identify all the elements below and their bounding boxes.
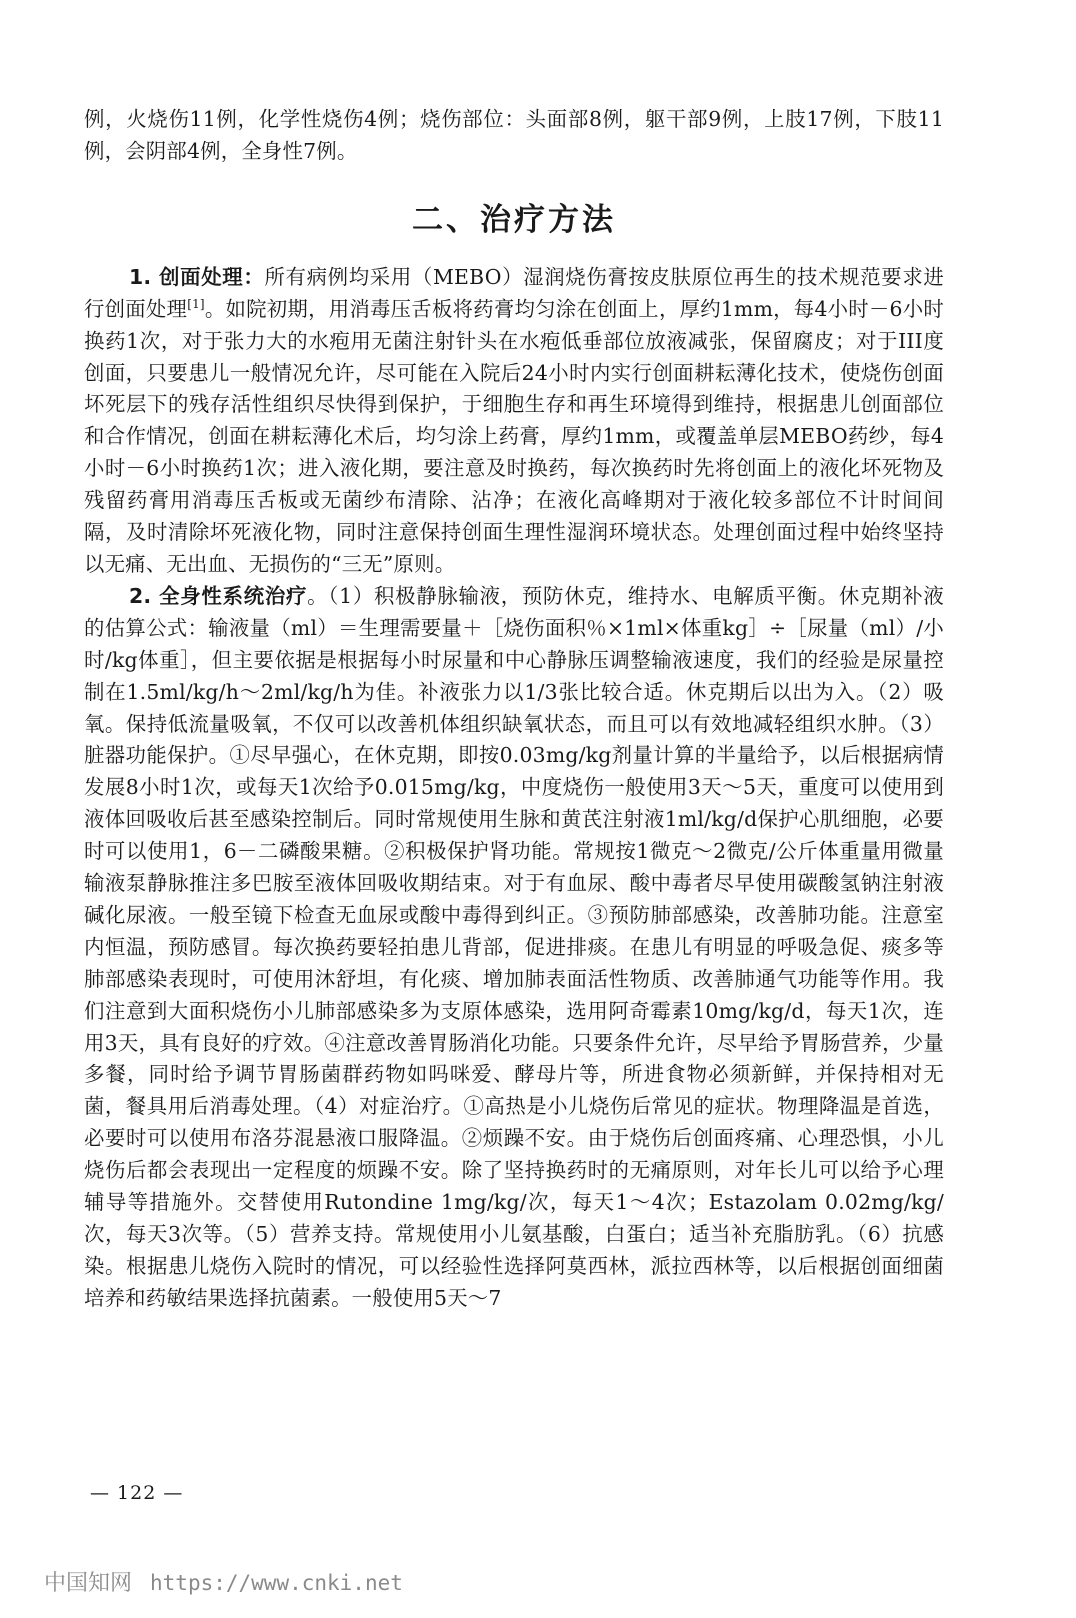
section-title: 二、治疗方法 [412,201,616,238]
systemic-treatment-label: 2. 全身性系统治疗 [129,583,308,608]
intro-paragraph: 例，火烧伤11例，化学性烧伤4例；烧伤部位：头面部8例，躯干部9例，上肢17例，下肢11例，会阴部4例，全身性7例。 [84,107,944,163]
wound-treatment-paragraph [84,262,944,581]
page-body [84,104,944,1315]
footer-url: https://www.cnki.net [150,1571,403,1595]
systemic-treatment-text: 。（1）积极静脉输液，预防休克，维持水、电解质平衡。休克期补液的估算公式：输液量（ml）＝生理需要量＋［烧伤面积％×1ml×体重kg］÷［尿量（ml）/小时/kg体重］，但主要依据是根据每小时尿量和中心静脉压调整输液速度，我们的经验是尿量控制在1.5ml/kg/h～2ml/kg/h为佳。补液张力以1/3张比较合适。休克期后以出为入。（2）吸氧。保持低流量吸氧，不仅可以改善机体组织缺氧状态，而且可以有效地减轻组织水肿。（3）脏器功能保护。①尽早强心，在休克期，即按0.03mg/kg剂量计算的半量给予，以后根据病情发展8小时1次，或每天1次给予0.015mg/kg，中度烧伤一般使用3天～5天，重度可以使用到液体回吸收后甚至感染控制后。同时常规使用生脉和黄芪注射液1ml/kg/d保护心肌细胞，必要时可以使用1，6－二磷酸果糖。②积极保护肾功能。常规按1微克～2微克/公斤体重量用微量输液泵静脉推注多巴胺至液体回吸收期结束。对于有血尿、酸中毒者尽早使用碳酸氢钠注射液碱化尿液。一般至镜下检查无血尿或酸中毒得到纠正。③预防肺部感染，改善肺功能。注意室内恒温，预防感冒。每次换药要轻拍患儿背部，促进排痰。在患儿有明显的呼吸急促、痰多等肺部感染表现时，可使用沐舒坦，有化痰、增加肺表面活性物质、改善肺通气功能等作用。我们注意到大面积烧伤小儿肺部感染多为支原体感染，选用阿奇霉素10mg/kg/d，每天1次，连用3天，具有良好的疗效。④注意改善胃肠消化功能。只要条件允许，尽早给予胃肠营养，少量多餐，同时给予调节胃肠菌群药物如吗咪爱、酵母片等，所进食物必须新鲜，并保持相对无菌，餐具用后消毒处理。（4）对症治疗。①高热是小儿烧伤后常见的症状。物理降温是首选，必要时可以使用布洛芬混悬液口服降温。②烦躁不安。由于烧伤后创面疼痛、心理恐惧，小儿烧伤后都会表现出一定程度的烦躁不安。除了坚持换药时的无痛原则，对年长儿可以给予心理辅导等措施外。交替使用Rutondine 1mg/kg/次，每天1～4次；Estazolam 0.02mg/kg/次，每天3次等。（5）营养支持。常规使用小儿氨基酸，白蛋白；适当补充脂肪乳。（6）抗感染。根据患儿烧伤入院时的情况，可以经验性选择阿莫西林，派拉西林等，以后根据创面细菌培养和药敏结果选择抗菌素。一般使用5天～7 [84,583,944,1310]
footer-watermark [44,1566,403,1597]
page-number: — 122 — [90,1482,184,1504]
wound-treatment-label: 1. 创面处理： [129,264,265,289]
wound-treatment-text-a: 所有病例均采用（MEBO）湿润烧伤膏按皮肤原位再生的技术规范要求进行创面处理 [84,264,944,321]
reference-marker: [1] [187,296,205,311]
wound-treatment-text-b: 。如院初期，用消毒压舌板将药膏均匀涂在创面上，厚约1mm，每4小时－6小时换药1次，对于张力大的水疱用无菌注射针头在水疱低垂部位放液减张，保留腐皮；对于III度创面，只要患儿一般情况允许，尽可能在入院后24小时内实行创面耕耘薄化技术，使烧伤创面坏死层下的残存活性组织尽快得到保护，于细胞生存和再生环境得到维持，根据患儿创面部位和合作情况，创面在耕耘薄化术后，均匀涂上药膏，厚约1mm，或覆盖单层MEBO药纱，每4小时－6小时换药1次；进入液化期，要注意及时换药，每次换药时先将创面上的液化坏死物及残留药膏用消毒压舌板或无菌纱布清除、沾净；在液化高峰期对于液化较多部位不计时间间隔，及时清除坏死液化物，同时注意保持创面生理性湿润环境状态。处理创面过程中始终坚持以无痛、无出血、无损伤的“三无”原则。 [84,296,944,576]
footer-brand: 中国知网 [44,1571,133,1596]
systemic-treatment-paragraph [84,581,944,1315]
